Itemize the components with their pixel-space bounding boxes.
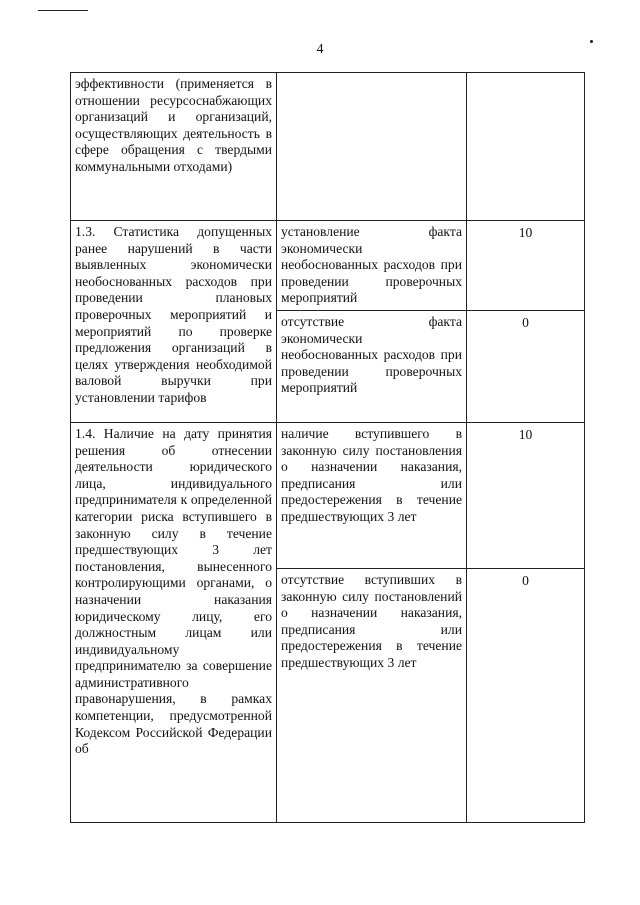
page-number: 4 [316, 42, 324, 57]
score-cell: 0 [467, 568, 585, 822]
score-cell: 10 [467, 221, 585, 311]
score-cell: 0 [467, 310, 585, 422]
evidence-cell: установление факта экономически необоснованных расходов при проведении проверочных мероприятий [277, 221, 467, 311]
criteria-table [70, 72, 585, 823]
score-cell: 10 [467, 422, 585, 568]
table-row [71, 73, 585, 221]
evidence-cell: наличие вступившего в законную силу постановления о назначении наказания, предписания или предостережения в течение предшествующих 3 лет [277, 422, 467, 568]
criterion-cell: 1.3. Статистика допущенных ранее нарушений в части выявленных экономически необоснованных расходов при проведении плановых проверочных мероприятий и мероприятий по проверке предложения организаций в целях утверждения необходимой валовой выручки при установлении тарифов [71, 221, 277, 423]
table-row [71, 422, 585, 568]
criterion-cell: 1.4. Наличие на дату принятия решения об отнесении деятельности юридического лица, индивидуального предпринимателя к определенной категории риска вступившего в законную силу в течение предшествующих 3 лет постановления, вынесенного контролирующими органами, о назначении наказания юридическому лицу, его должностным лицам или индивидуальному предпринимателю за совершение административного правонарушения, в рамках компетенции, предусмотренной Кодексом Российской Федерации об [71, 422, 277, 822]
table-row [71, 221, 585, 311]
scan-speck [590, 40, 593, 43]
top-rule [38, 10, 88, 11]
score-cell [467, 73, 585, 221]
evidence-cell: отсутствие вступивших в законную силу постановлений о назначении наказания, предписания или предостережения в течение предшествующих 3 лет [277, 568, 467, 822]
evidence-cell: отсутствие факта экономически необоснованных расходов при проведении проверочных мероприятий [277, 310, 467, 422]
evidence-cell [277, 73, 467, 221]
criterion-cell: эффективности (применяется в отношении ресурсоснабжающих организаций и организаций, осуществляющих деятельность в сфере обращения с твердыми коммунальными отходами) [71, 73, 277, 221]
